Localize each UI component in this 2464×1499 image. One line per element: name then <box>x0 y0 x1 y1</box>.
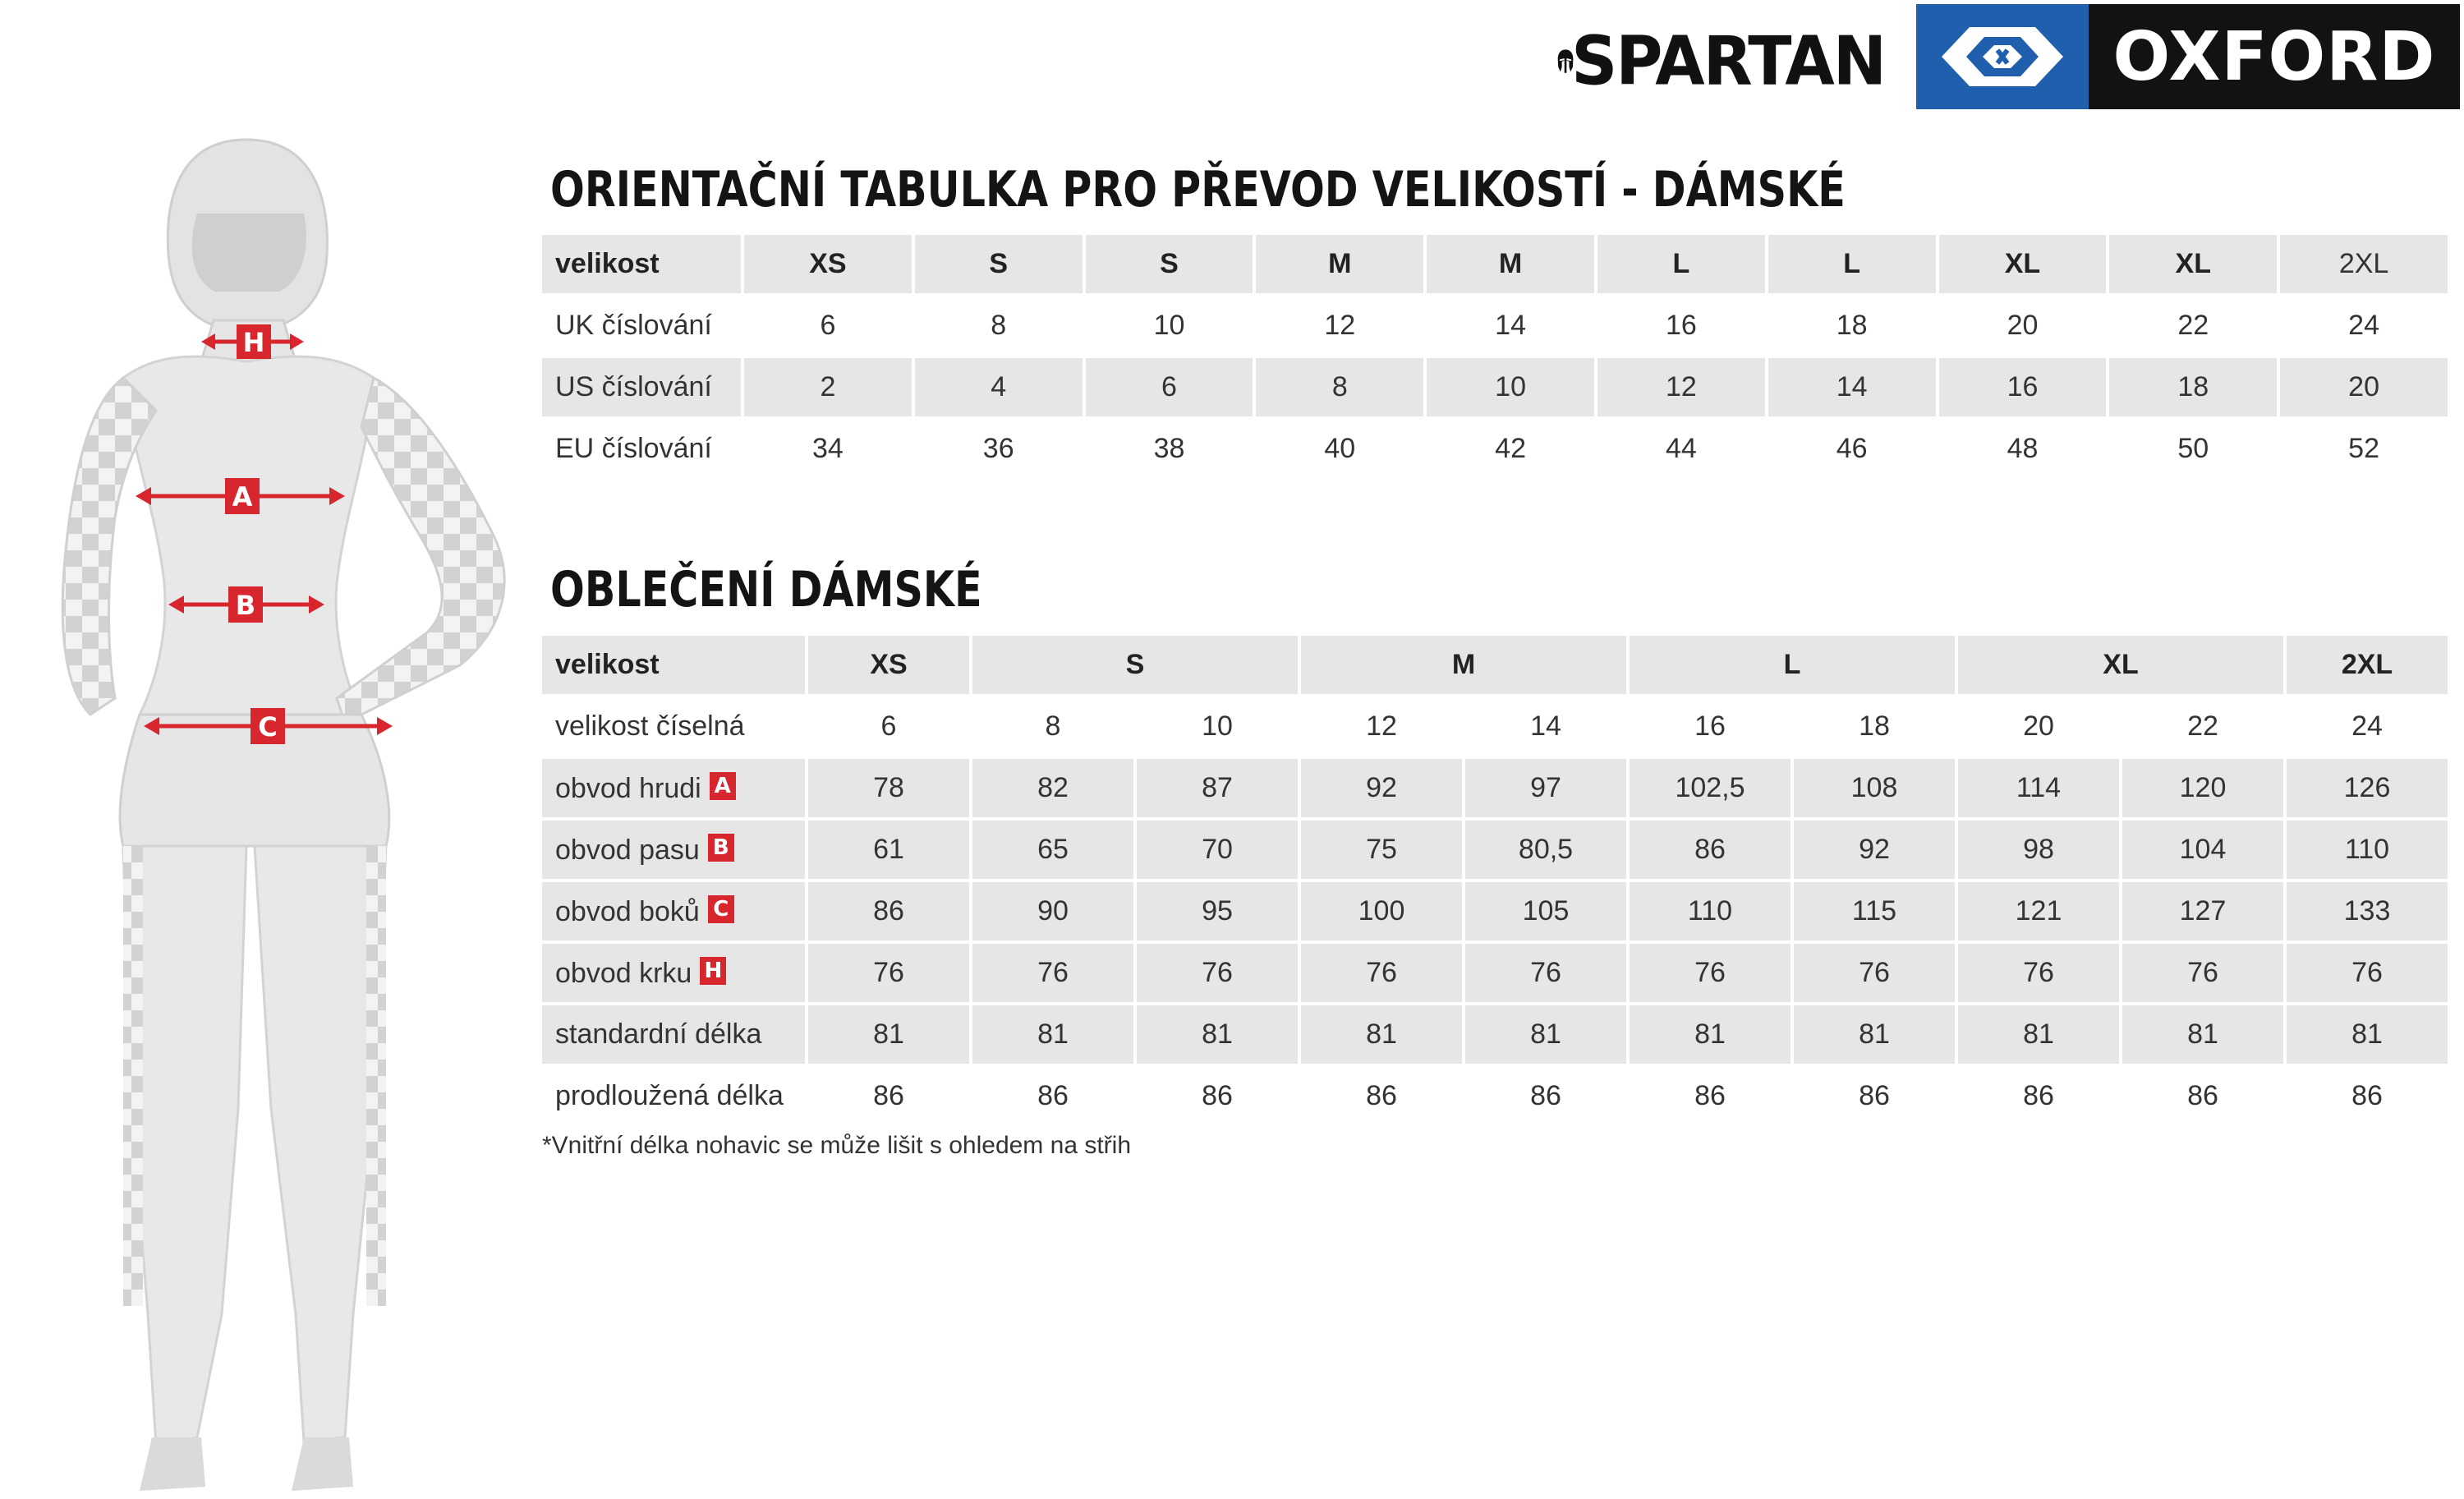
value-cell: 18 <box>1836 310 1868 341</box>
header-label: velikost <box>542 636 805 694</box>
value-cell: 126 <box>2287 759 2448 817</box>
value-cell: 92 <box>1301 759 1462 817</box>
value-cell: 90 <box>972 882 1133 940</box>
marker-hips-label: C <box>258 711 278 743</box>
header-label: velikost <box>542 235 741 293</box>
numeric-size-cell: 14 <box>1530 710 1561 742</box>
value-cell: 40 <box>1324 433 1356 464</box>
conversion-table-title: ORIENTAČNÍ TABULKA PRO PŘEVOD VELIKOSTÍ - DÁMSKÉ <box>550 161 1846 218</box>
table-row <box>542 358 2448 416</box>
value-cell: 105 <box>1465 882 1626 940</box>
size-cell: M <box>1427 235 1594 293</box>
value-cell: 8 <box>991 310 1007 341</box>
table-row <box>542 420 2448 478</box>
value-cell: 95 <box>1137 882 1298 940</box>
value-cell: 20 <box>2280 358 2448 416</box>
table-row <box>542 944 2448 1002</box>
value-cell: 81 <box>1137 1005 1298 1064</box>
clothing-header-row <box>542 636 2448 694</box>
value-cell: 87 <box>1137 759 1298 817</box>
value-cell: 76 <box>1630 944 1791 1002</box>
value-cell: 81 <box>1301 1005 1462 1064</box>
value-cell: 104 <box>2122 821 2283 879</box>
clothing-table-title: OBLEČENÍ DÁMSKÉ <box>550 561 982 618</box>
value-cell: 86 <box>1694 1080 1726 1111</box>
row-label <box>542 821 805 879</box>
table-row <box>542 882 2448 940</box>
numeric-size-row <box>542 697 2448 756</box>
value-cell: 78 <box>808 759 969 817</box>
measurement-badge: C <box>708 895 734 923</box>
row-label-text: standardní délka <box>555 1018 762 1050</box>
size-cell: XS <box>744 235 912 293</box>
spartan-logo <box>1556 4 1885 119</box>
footnote: *Vnitřní délka nohavic se může lišit s ohledem na střih <box>542 1132 1132 1159</box>
size-cell: L <box>1597 235 1765 293</box>
row-label <box>542 420 741 478</box>
value-cell: 14 <box>1768 358 1936 416</box>
row-label: velikost číselná <box>555 710 745 742</box>
value-cell: 86 <box>1037 1080 1069 1111</box>
value-cell: 86 <box>1630 821 1791 879</box>
oxford-emblem-icon <box>1937 22 2068 91</box>
value-cell: 75 <box>1301 821 1462 879</box>
value-cell: 12 <box>1324 310 1356 341</box>
value-cell: 6 <box>820 310 836 341</box>
table-row <box>542 1067 2448 1125</box>
value-cell: 81 <box>1794 1005 1955 1064</box>
value-cell: 76 <box>2122 944 2283 1002</box>
numeric-size-cell: 22 <box>2187 710 2218 742</box>
value-cell: 110 <box>2287 821 2448 879</box>
numeric-size-cell: 18 <box>1859 710 1890 742</box>
size-group-cell: M <box>1301 636 1626 694</box>
value-cell: 81 <box>1958 1005 2119 1064</box>
numeric-size-cell: 8 <box>1045 710 1061 742</box>
table-row <box>542 759 2448 817</box>
value-cell: 6 <box>1086 358 1253 416</box>
row-label-text: obvod boků <box>555 895 700 927</box>
numeric-size-cell: 16 <box>1694 710 1726 742</box>
value-cell: 2 <box>744 358 912 416</box>
value-cell: 81 <box>1630 1005 1791 1064</box>
row-label-text: EU číslování <box>555 433 712 464</box>
value-cell: 76 <box>1137 944 1298 1002</box>
value-cell: 86 <box>808 882 969 940</box>
numeric-size-cell: 24 <box>2351 710 2383 742</box>
size-cell: XL <box>2109 235 2277 293</box>
spartan-wordmark: SPARTAN <box>1571 22 1885 101</box>
value-cell: 115 <box>1794 882 1955 940</box>
value-cell: 8 <box>1256 358 1423 416</box>
value-cell: 36 <box>982 433 1014 464</box>
value-cell: 110 <box>1630 882 1791 940</box>
value-cell: 81 <box>2287 1005 2448 1064</box>
value-cell: 92 <box>1794 821 1955 879</box>
row-label-text: prodloužená délka <box>555 1080 784 1111</box>
value-cell: 10 <box>1427 358 1594 416</box>
value-cell: 34 <box>811 433 844 464</box>
size-cell: S <box>1086 235 1253 293</box>
value-cell: 50 <box>2177 433 2209 464</box>
oxford-emblem <box>1916 4 2089 109</box>
value-cell: 61 <box>808 821 969 879</box>
value-cell: 100 <box>1301 882 1462 940</box>
row-label-text: obvod hrudi <box>555 772 701 804</box>
value-cell: 65 <box>972 821 1133 879</box>
value-cell: 76 <box>1465 944 1626 1002</box>
size-group-cell: S <box>972 636 1298 694</box>
value-cell: 12 <box>1597 358 1765 416</box>
value-cell: 133 <box>2287 882 2448 940</box>
value-cell: 70 <box>1137 821 1298 879</box>
value-cell: 76 <box>1958 944 2119 1002</box>
row-label-text: obvod pasu <box>555 834 700 866</box>
measurement-badge: H <box>700 957 726 985</box>
numeric-size-cell: 6 <box>880 710 897 742</box>
value-cell: 86 <box>1202 1080 1233 1111</box>
value-cell: 16 <box>1665 310 1697 341</box>
value-cell: 76 <box>2287 944 2448 1002</box>
value-cell: 76 <box>1794 944 1955 1002</box>
value-cell: 16 <box>1939 358 2107 416</box>
value-cell: 102,5 <box>1630 759 1791 817</box>
value-cell: 76 <box>808 944 969 1002</box>
value-cell: 127 <box>2122 882 2283 940</box>
value-cell: 18 <box>2109 358 2277 416</box>
clothing-size-table <box>539 632 2451 1129</box>
value-cell: 48 <box>2007 433 2039 464</box>
oxford-wordmark-box <box>2089 4 2460 109</box>
numeric-size-cell: 20 <box>2023 710 2054 742</box>
row-label-text: UK číslování <box>555 310 712 341</box>
size-cell: M <box>1256 235 1423 293</box>
value-cell: 98 <box>1958 821 2119 879</box>
row-label <box>542 1005 805 1064</box>
marker-neck-label: H <box>242 327 265 358</box>
value-cell: 76 <box>1301 944 1462 1002</box>
size-group-cell: L <box>1630 636 1955 694</box>
value-cell: 86 <box>1530 1080 1561 1111</box>
value-cell: 14 <box>1495 310 1526 341</box>
size-cell: 2XL <box>2280 235 2448 293</box>
value-cell: 52 <box>2348 433 2379 464</box>
row-label-text: US číslování <box>555 371 712 402</box>
oxford-logo <box>1916 4 2460 109</box>
value-cell: 24 <box>2348 310 2379 341</box>
marker-chest-label: A <box>232 481 253 513</box>
value-cell: 4 <box>915 358 1083 416</box>
table-row <box>542 1005 2448 1064</box>
value-cell: 86 <box>873 1080 904 1111</box>
value-cell: 86 <box>1859 1080 1890 1111</box>
value-cell: 46 <box>1836 433 1868 464</box>
value-cell: 22 <box>2177 310 2209 341</box>
size-group-cell: 2XL <box>2287 636 2448 694</box>
size-group-cell: XS <box>808 636 969 694</box>
value-cell: 38 <box>1153 433 1185 464</box>
value-cell: 121 <box>1958 882 2119 940</box>
row-label <box>542 358 741 416</box>
row-label-text: obvod krku <box>555 957 692 989</box>
table-row <box>542 821 2448 879</box>
measurement-badge: B <box>708 834 734 862</box>
value-cell: 20 <box>2007 310 2039 341</box>
row-label <box>542 759 805 817</box>
value-cell: 76 <box>972 944 1133 1002</box>
value-cell: 120 <box>2122 759 2283 817</box>
size-group-cell: XL <box>1958 636 2283 694</box>
value-cell: 80,5 <box>1465 821 1626 879</box>
value-cell: 86 <box>2187 1080 2218 1111</box>
value-cell: 81 <box>1465 1005 1626 1064</box>
value-cell: 81 <box>972 1005 1133 1064</box>
numeric-size-cell: 10 <box>1202 710 1233 742</box>
marker-waist-label: B <box>235 590 256 621</box>
body-measurement-figure <box>0 123 526 1499</box>
value-cell: 86 <box>2351 1080 2383 1111</box>
size-cell: S <box>915 235 1083 293</box>
oxford-wordmark: OXFORD <box>2112 17 2436 96</box>
value-cell: 114 <box>1958 759 2119 817</box>
value-cell: 42 <box>1495 433 1526 464</box>
numeric-size-cell: 12 <box>1366 710 1397 742</box>
value-cell: 44 <box>1665 433 1697 464</box>
value-cell: 108 <box>1794 759 1955 817</box>
size-cell: L <box>1768 235 1936 293</box>
value-cell: 10 <box>1153 310 1185 341</box>
size-conversion-table <box>539 232 2451 481</box>
row-label <box>542 1067 805 1125</box>
row-label <box>542 944 805 1002</box>
value-cell: 86 <box>1366 1080 1397 1111</box>
row-label <box>542 297 741 355</box>
value-cell: 81 <box>2122 1005 2283 1064</box>
value-cell: 86 <box>2023 1080 2054 1111</box>
measurement-badge: A <box>710 772 736 800</box>
table-row <box>542 297 2448 355</box>
row-label <box>542 882 805 940</box>
conversion-header-row <box>542 235 2448 293</box>
value-cell: 82 <box>972 759 1133 817</box>
value-cell: 97 <box>1465 759 1626 817</box>
value-cell: 81 <box>808 1005 969 1064</box>
size-cell: XL <box>1939 235 2107 293</box>
